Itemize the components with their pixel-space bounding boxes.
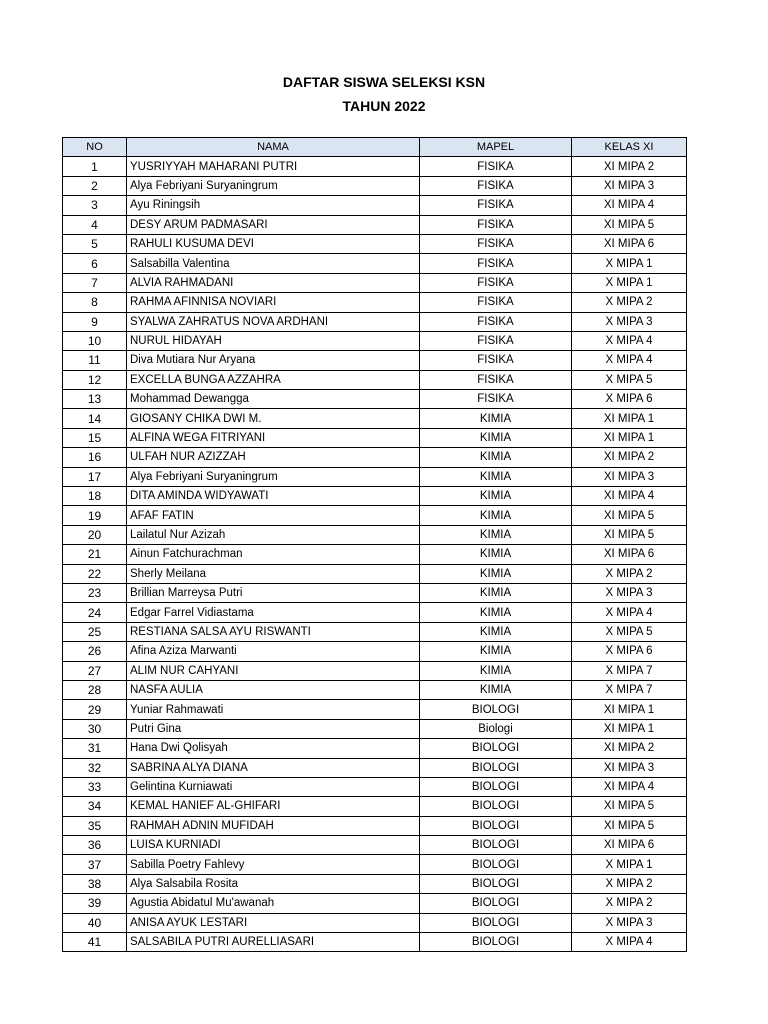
cell-nama: Putri Gina bbox=[127, 719, 420, 738]
cell-mapel: KIMIA bbox=[420, 680, 572, 699]
cell-no: 29 bbox=[63, 700, 127, 719]
cell-kelas: X MIPA 3 bbox=[572, 312, 687, 331]
cell-kelas: X MIPA 2 bbox=[572, 293, 687, 312]
document-subtitle: TAHUN 2022 bbox=[342, 98, 426, 114]
cell-nama: LUISA KURNIADI bbox=[127, 836, 420, 855]
cell-nama: Agustia Abidatul Mu'awanah bbox=[127, 894, 420, 913]
cell-mapel: BIOLOGI bbox=[420, 836, 572, 855]
cell-mapel: FISIKA bbox=[420, 157, 572, 176]
cell-mapel: KIMIA bbox=[420, 661, 572, 680]
header-no: NO bbox=[63, 138, 127, 157]
cell-nama: RAHULI KUSUMA DEVI bbox=[127, 234, 420, 253]
cell-kelas: XI MIPA 5 bbox=[572, 797, 687, 816]
cell-kelas: X MIPA 4 bbox=[572, 331, 687, 350]
cell-nama: Brillian Marreysa Putri bbox=[127, 583, 420, 602]
cell-kelas: XI MIPA 2 bbox=[572, 157, 687, 176]
cell-nama: Afina Aziza Marwanti bbox=[127, 642, 420, 661]
table-row bbox=[63, 525, 687, 544]
table-row bbox=[63, 739, 687, 758]
cell-nama: Diva Mutiara Nur Aryana bbox=[127, 351, 420, 370]
cell-no: 41 bbox=[63, 933, 127, 952]
cell-no: 37 bbox=[63, 855, 127, 874]
cell-no: 15 bbox=[63, 428, 127, 447]
cell-no: 1 bbox=[63, 157, 127, 176]
cell-kelas: X MIPA 4 bbox=[572, 603, 687, 622]
cell-mapel: FISIKA bbox=[420, 293, 572, 312]
cell-kelas: XI MIPA 5 bbox=[572, 816, 687, 835]
table-header-row bbox=[63, 138, 687, 157]
cell-nama: AFAF FATIN bbox=[127, 506, 420, 525]
table-row bbox=[63, 719, 687, 738]
cell-mapel: FISIKA bbox=[420, 176, 572, 195]
cell-mapel: BIOLOGI bbox=[420, 739, 572, 758]
cell-no: 34 bbox=[63, 797, 127, 816]
cell-no: 39 bbox=[63, 894, 127, 913]
document-title: DAFTAR SISWA SELEKSI KSN bbox=[282, 74, 486, 90]
header-nama: NAMA bbox=[127, 138, 420, 157]
cell-kelas: XI MIPA 2 bbox=[572, 739, 687, 758]
cell-kelas: X MIPA 3 bbox=[572, 913, 687, 932]
cell-nama: SALSABILA PUTRI AURELLIASARI bbox=[127, 933, 420, 952]
cell-kelas: XI MIPA 4 bbox=[572, 196, 687, 215]
cell-kelas: X MIPA 4 bbox=[572, 351, 687, 370]
cell-mapel: BIOLOGI bbox=[420, 874, 572, 893]
table-row bbox=[63, 273, 687, 292]
cell-no: 31 bbox=[63, 739, 127, 758]
cell-nama: Sabilla Poetry Fahlevy bbox=[127, 855, 420, 874]
cell-no: 18 bbox=[63, 487, 127, 506]
cell-no: 17 bbox=[63, 467, 127, 486]
cell-nama: Ainun Fatchurachman bbox=[127, 545, 420, 564]
cell-kelas: XI MIPA 4 bbox=[572, 777, 687, 796]
cell-no: 35 bbox=[63, 816, 127, 835]
table-row bbox=[63, 622, 687, 641]
table-row bbox=[63, 855, 687, 874]
cell-kelas: X MIPA 1 bbox=[572, 855, 687, 874]
cell-nama: KEMAL HANIEF AL-GHIFARI bbox=[127, 797, 420, 816]
cell-kelas: XI MIPA 3 bbox=[572, 758, 687, 777]
cell-no: 22 bbox=[63, 564, 127, 583]
cell-mapel: KIMIA bbox=[420, 525, 572, 544]
cell-mapel: KIMIA bbox=[420, 603, 572, 622]
cell-mapel: KIMIA bbox=[420, 467, 572, 486]
cell-nama: Edgar Farrel Vidiastama bbox=[127, 603, 420, 622]
cell-nama: Sherly Meilana bbox=[127, 564, 420, 583]
cell-no: 16 bbox=[63, 448, 127, 467]
table-row bbox=[63, 331, 687, 350]
table-row bbox=[63, 545, 687, 564]
cell-nama: RAHMAH ADNIN MUFIDAH bbox=[127, 816, 420, 835]
cell-kelas: X MIPA 5 bbox=[572, 370, 687, 389]
cell-no: 23 bbox=[63, 583, 127, 602]
table-row bbox=[63, 564, 687, 583]
cell-kelas: X MIPA 7 bbox=[572, 680, 687, 699]
cell-nama: Yuniar Rahmawati bbox=[127, 700, 420, 719]
cell-mapel: KIMIA bbox=[420, 545, 572, 564]
cell-kelas: X MIPA 1 bbox=[572, 273, 687, 292]
cell-nama: NASFA AULIA bbox=[127, 680, 420, 699]
cell-nama: Ayu Riningsih bbox=[127, 196, 420, 215]
cell-mapel: KIMIA bbox=[420, 506, 572, 525]
cell-mapel: KIMIA bbox=[420, 622, 572, 641]
cell-mapel: KIMIA bbox=[420, 487, 572, 506]
cell-kelas: X MIPA 2 bbox=[572, 894, 687, 913]
table-row bbox=[63, 448, 687, 467]
cell-mapel: KIMIA bbox=[420, 564, 572, 583]
cell-kelas: X MIPA 1 bbox=[572, 254, 687, 273]
cell-nama: Lailatul Nur Azizah bbox=[127, 525, 420, 544]
table-row bbox=[63, 836, 687, 855]
cell-nama: GIOSANY CHIKA DWI M. bbox=[127, 409, 420, 428]
cell-kelas: XI MIPA 5 bbox=[572, 525, 687, 544]
cell-nama: ALIM NUR CAHYANI bbox=[127, 661, 420, 680]
cell-mapel: FISIKA bbox=[420, 254, 572, 273]
cell-kelas: XI MIPA 1 bbox=[572, 428, 687, 447]
table-row bbox=[63, 874, 687, 893]
cell-nama: ALFINA WEGA FITRIYANI bbox=[127, 428, 420, 447]
cell-mapel: KIMIA bbox=[420, 409, 572, 428]
cell-mapel: FISIKA bbox=[420, 273, 572, 292]
cell-mapel: FISIKA bbox=[420, 390, 572, 409]
cell-mapel: FISIKA bbox=[420, 351, 572, 370]
cell-no: 3 bbox=[63, 196, 127, 215]
cell-kelas: X MIPA 2 bbox=[572, 564, 687, 583]
cell-no: 5 bbox=[63, 234, 127, 253]
cell-mapel: BIOLOGI bbox=[420, 797, 572, 816]
cell-mapel: Biologi bbox=[420, 719, 572, 738]
cell-no: 40 bbox=[63, 913, 127, 932]
table-row bbox=[63, 816, 687, 835]
cell-kelas: XI MIPA 3 bbox=[572, 467, 687, 486]
cell-nama: Alya Febriyani Suryaningrum bbox=[127, 176, 420, 195]
cell-nama: Gelintina Kurniawati bbox=[127, 777, 420, 796]
cell-no: 6 bbox=[63, 254, 127, 273]
cell-mapel: BIOLOGI bbox=[420, 894, 572, 913]
cell-no: 7 bbox=[63, 273, 127, 292]
table-row bbox=[63, 758, 687, 777]
table-row bbox=[63, 370, 687, 389]
cell-mapel: BIOLOGI bbox=[420, 816, 572, 835]
cell-kelas: X MIPA 4 bbox=[572, 933, 687, 952]
cell-mapel: BIOLOGI bbox=[420, 933, 572, 952]
table-body bbox=[63, 157, 687, 952]
table-row bbox=[63, 215, 687, 234]
table-row bbox=[63, 428, 687, 447]
header-mapel: MAPEL bbox=[420, 138, 572, 157]
table-row bbox=[63, 506, 687, 525]
student-table bbox=[62, 137, 687, 952]
cell-no: 8 bbox=[63, 293, 127, 312]
cell-mapel: BIOLOGI bbox=[420, 700, 572, 719]
table-row bbox=[63, 196, 687, 215]
cell-no: 11 bbox=[63, 351, 127, 370]
cell-no: 2 bbox=[63, 176, 127, 195]
cell-kelas: XI MIPA 3 bbox=[572, 176, 687, 195]
cell-kelas: XI MIPA 5 bbox=[572, 506, 687, 525]
table-row bbox=[63, 680, 687, 699]
cell-no: 26 bbox=[63, 642, 127, 661]
table-row bbox=[63, 603, 687, 622]
cell-nama: DITA AMINDA WIDYAWATI bbox=[127, 487, 420, 506]
table-row bbox=[63, 894, 687, 913]
cell-kelas: XI MIPA 1 bbox=[572, 719, 687, 738]
cell-kelas: X MIPA 6 bbox=[572, 642, 687, 661]
cell-kelas: X MIPA 6 bbox=[572, 390, 687, 409]
cell-no: 10 bbox=[63, 331, 127, 350]
cell-mapel: FISIKA bbox=[420, 215, 572, 234]
cell-no: 36 bbox=[63, 836, 127, 855]
cell-no: 38 bbox=[63, 874, 127, 893]
cell-mapel: FISIKA bbox=[420, 234, 572, 253]
table-row bbox=[63, 157, 687, 176]
cell-no: 20 bbox=[63, 525, 127, 544]
cell-mapel: FISIKA bbox=[420, 331, 572, 350]
cell-mapel: BIOLOGI bbox=[420, 855, 572, 874]
cell-nama: DESY ARUM PADMASARI bbox=[127, 215, 420, 234]
table-row bbox=[63, 583, 687, 602]
cell-nama: YUSRIYYAH MAHARANI PUTRI bbox=[127, 157, 420, 176]
cell-no: 4 bbox=[63, 215, 127, 234]
cell-nama: RESTIANA SALSA AYU RISWANTI bbox=[127, 622, 420, 641]
cell-nama: ULFAH NUR AZIZZAH bbox=[127, 448, 420, 467]
cell-nama: SYALWA ZAHRATUS NOVA ARDHANI bbox=[127, 312, 420, 331]
cell-nama: ALVIA RAHMADANI bbox=[127, 273, 420, 292]
cell-nama: Mohammad Dewangga bbox=[127, 390, 420, 409]
table-row bbox=[63, 234, 687, 253]
header-kelas: KELAS XI bbox=[572, 138, 687, 157]
table-row bbox=[63, 700, 687, 719]
table-row bbox=[63, 913, 687, 932]
cell-no: 13 bbox=[63, 390, 127, 409]
cell-mapel: KIMIA bbox=[420, 642, 572, 661]
cell-kelas: XI MIPA 4 bbox=[572, 487, 687, 506]
cell-kelas: X MIPA 7 bbox=[572, 661, 687, 680]
table-row bbox=[63, 409, 687, 428]
cell-no: 27 bbox=[63, 661, 127, 680]
table-row bbox=[63, 312, 687, 331]
cell-kelas: XI MIPA 1 bbox=[572, 409, 687, 428]
table-row bbox=[63, 176, 687, 195]
cell-kelas: X MIPA 5 bbox=[572, 622, 687, 641]
cell-nama: EXCELLA BUNGA AZZAHRA bbox=[127, 370, 420, 389]
cell-no: 24 bbox=[63, 603, 127, 622]
cell-no: 30 bbox=[63, 719, 127, 738]
cell-mapel: KIMIA bbox=[420, 428, 572, 447]
cell-nama: SABRINA ALYA DIANA bbox=[127, 758, 420, 777]
table-row bbox=[63, 777, 687, 796]
cell-no: 21 bbox=[63, 545, 127, 564]
table-row bbox=[63, 642, 687, 661]
cell-nama: NURUL HIDAYAH bbox=[127, 331, 420, 350]
cell-no: 9 bbox=[63, 312, 127, 331]
cell-mapel: BIOLOGI bbox=[420, 913, 572, 932]
cell-mapel: KIMIA bbox=[420, 583, 572, 602]
cell-kelas: X MIPA 3 bbox=[572, 583, 687, 602]
cell-no: 25 bbox=[63, 622, 127, 641]
cell-kelas: XI MIPA 6 bbox=[572, 234, 687, 253]
cell-nama: Alya Febriyani Suryaningrum bbox=[127, 467, 420, 486]
cell-kelas: XI MIPA 6 bbox=[572, 545, 687, 564]
cell-mapel: FISIKA bbox=[420, 312, 572, 331]
table-row bbox=[63, 351, 687, 370]
table-row bbox=[63, 661, 687, 680]
cell-kelas: XI MIPA 1 bbox=[572, 700, 687, 719]
cell-nama: Hana Dwi Qolisyah bbox=[127, 739, 420, 758]
table-row bbox=[63, 467, 687, 486]
cell-mapel: BIOLOGI bbox=[420, 758, 572, 777]
cell-mapel: FISIKA bbox=[420, 370, 572, 389]
cell-no: 14 bbox=[63, 409, 127, 428]
cell-nama: RAHMA AFINNISA NOVIARI bbox=[127, 293, 420, 312]
table-row bbox=[63, 390, 687, 409]
cell-nama: ANISA AYUK LESTARI bbox=[127, 913, 420, 932]
table-row bbox=[63, 487, 687, 506]
cell-mapel: KIMIA bbox=[420, 448, 572, 467]
cell-kelas: XI MIPA 6 bbox=[572, 836, 687, 855]
cell-no: 33 bbox=[63, 777, 127, 796]
table-row bbox=[63, 933, 687, 952]
cell-no: 32 bbox=[63, 758, 127, 777]
cell-mapel: FISIKA bbox=[420, 196, 572, 215]
table-row bbox=[63, 293, 687, 312]
cell-mapel: BIOLOGI bbox=[420, 777, 572, 796]
cell-no: 19 bbox=[63, 506, 127, 525]
cell-no: 28 bbox=[63, 680, 127, 699]
cell-kelas: XI MIPA 2 bbox=[572, 448, 687, 467]
table-row bbox=[63, 797, 687, 816]
cell-kelas: X MIPA 2 bbox=[572, 874, 687, 893]
cell-no: 12 bbox=[63, 370, 127, 389]
table-row bbox=[63, 254, 687, 273]
cell-nama: Salsabilla Valentina bbox=[127, 254, 420, 273]
cell-kelas: XI MIPA 5 bbox=[572, 215, 687, 234]
cell-nama: Alya Salsabila Rosita bbox=[127, 874, 420, 893]
